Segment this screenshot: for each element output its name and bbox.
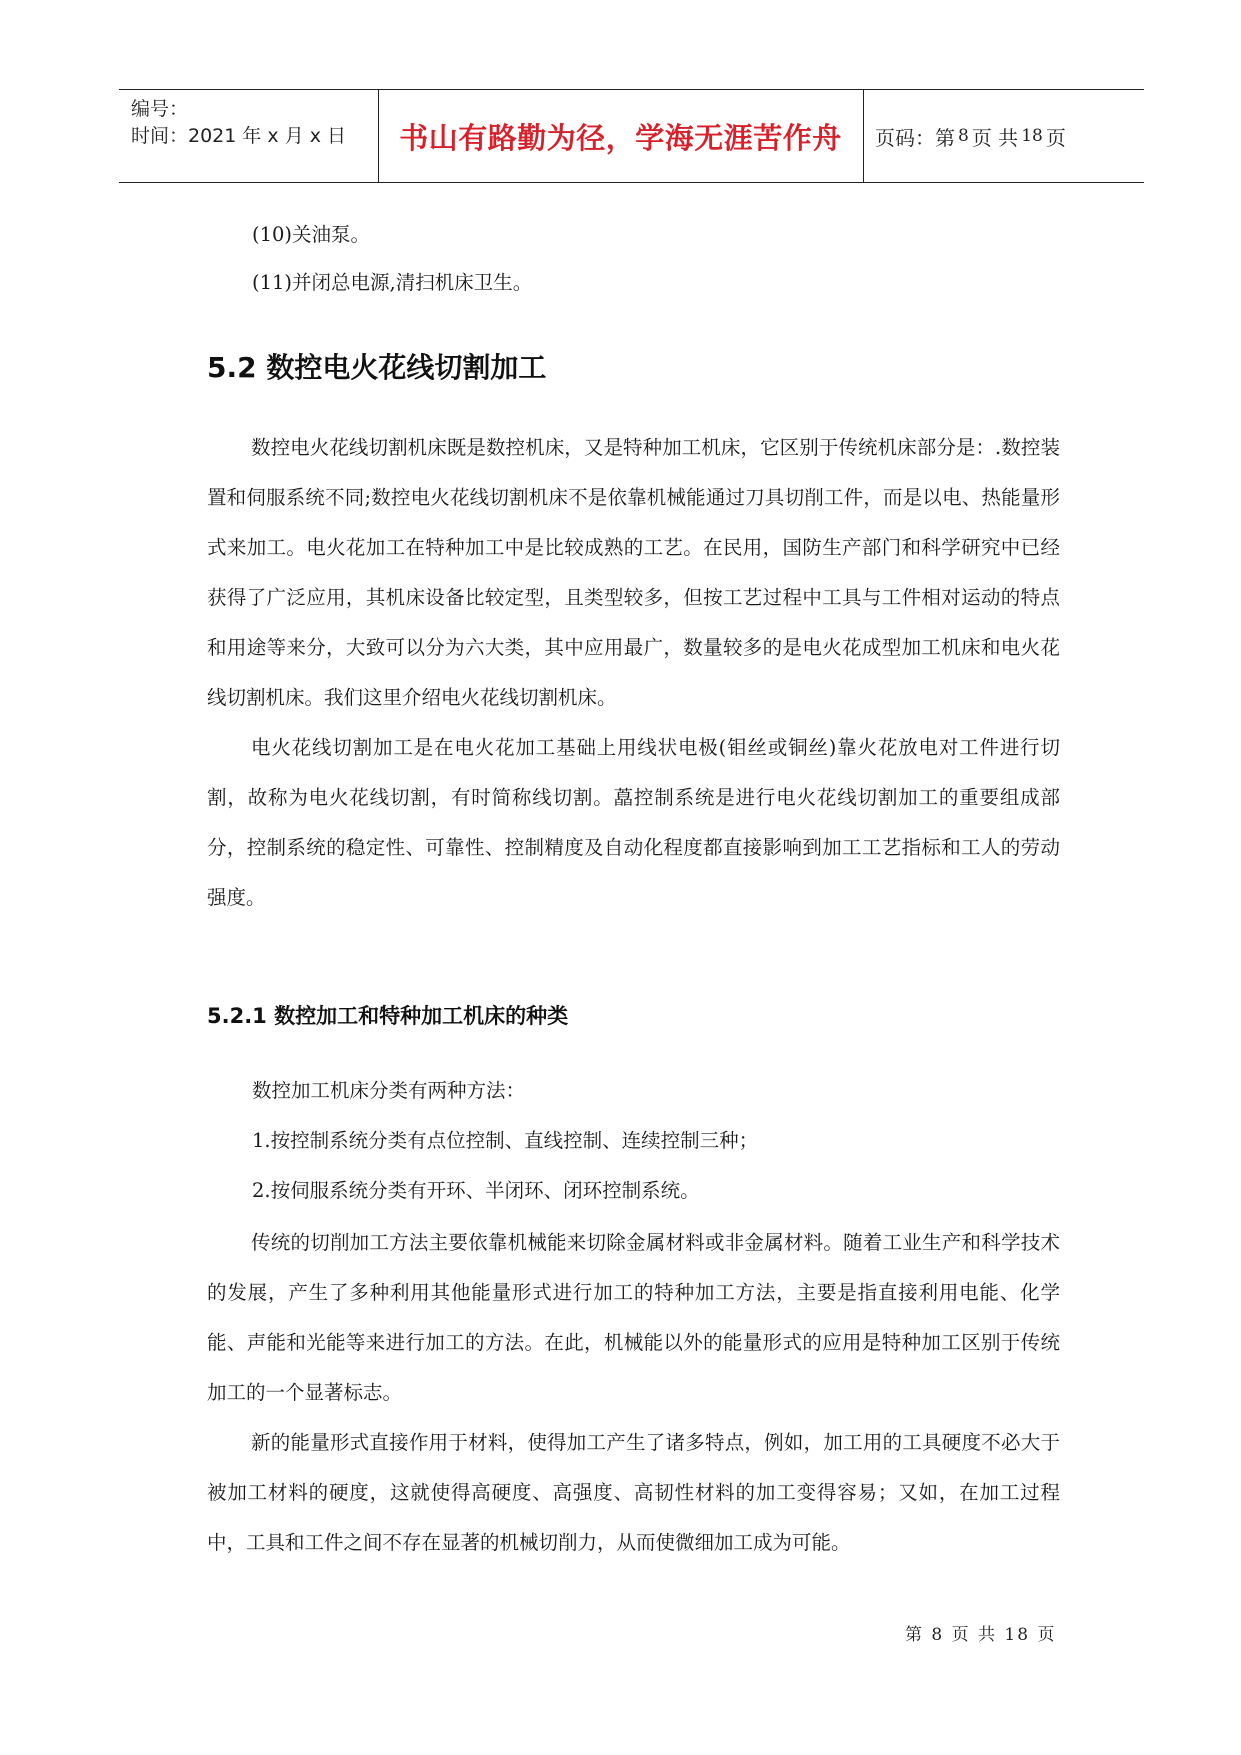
classification-item-2: 2.按伺服系统分类有开环、半闭环、闭环控制系统。 xyxy=(252,1179,700,1202)
subsection-paragraph: 传统的切削加工方法主要依靠机械能来切除金属材料或非金属材料。随着工业生产和科学技术的发展，产生了多种利用其他能量形式进行加工的特种加工方法，主要是指直接利用电能、化学能、声能和光能等来进行加工的方法。在此，机械能以外的能量形式的应用是特种加工区别于传统加工的一个显著标志。 xyxy=(207,1231,1060,1404)
subsection-paragraph: 新的能量形式直接作用于材料，使得加工产生了诸多特点，例如，加工用的工具硬度不必大于被加工材料的硬度，这就使得高硬度、高强度、高韧性材料的加工变得容易；又如，在加工过程中，工具和工件之间不存在显著的机械切削力，从而使微细加工成为可能。 xyxy=(207,1431,1060,1554)
page-header xyxy=(119,89,1144,183)
header-page-indicator xyxy=(875,90,1066,182)
subsection-heading: 5.2.1 数控加工和特种加工机床的种类 xyxy=(207,1004,569,1028)
header-meta xyxy=(131,90,378,182)
section-paragraph: 数控电火花线切割机床既是数控机床，又是特种加工机床，它区别于传统机床部分是：.数控装置和伺服系统不同;数控电火花线切割机床不是依靠机械能通过刀具切削工件，而是以电、热能量形式来加工。电火花加工在特种加工中是比较成熟的工艺。在民用，国防生产部门和科学研究中已经获得了广泛应用，其机床设备比较定型，且类型较多，但按工艺过程中工具与工件相对运动的特点和用途等来分，大致可以分为六大类，其中应用最广，数量较多的是电火花成型加工机床和电火花线切割机床。我们这里介绍电火花线切割机床。 xyxy=(207,436,1060,709)
header-time-label: 时间：2021 年 x 月 x 日 xyxy=(131,125,347,147)
header-page-current: 8 xyxy=(958,126,969,146)
section-paragraph: 电火花线切割加工是在电火花加工基础上用线状电极(钼丝或铜丝)靠火花放电对工件进行切割，故称为电火花线切割，有时简称线切割。藠控制系统是进行电火花线切割加工的重要组成部分，控制系统的稳定性、可靠性、控制精度及自动化程度都直接影响到加工工艺指标和工人的劳动强度。 xyxy=(207,736,1060,909)
header-page-middle: 页 共 xyxy=(971,125,1019,150)
header-page-total: 18 xyxy=(1021,126,1043,146)
header-page-suffix: 页 xyxy=(1045,125,1066,150)
step-11: (11)并闭总电源,清扫机床卫生。 xyxy=(252,271,533,294)
header-page-prefix: 页码：第 xyxy=(875,125,955,150)
page-footer: 第 8 页 共 18 页 xyxy=(905,1625,1057,1645)
section-body xyxy=(207,423,1060,923)
step-10: (10)关油泵。 xyxy=(252,223,371,246)
header-number-label: 编号： xyxy=(131,98,189,120)
section-heading: 5.2 数控电火花线切割加工 xyxy=(207,351,547,384)
classification-intro: 数控加工机床分类有两种方法： xyxy=(252,1079,526,1102)
classification-item-1: 1.按控制系统分类有点位控制、直线控制、连续控制三种； xyxy=(252,1129,759,1152)
header-divider-right xyxy=(863,90,864,182)
header-motto: 书山有路勤为径，学海无涯苦作舟 xyxy=(399,120,842,155)
subsection-body xyxy=(207,1218,1060,1568)
